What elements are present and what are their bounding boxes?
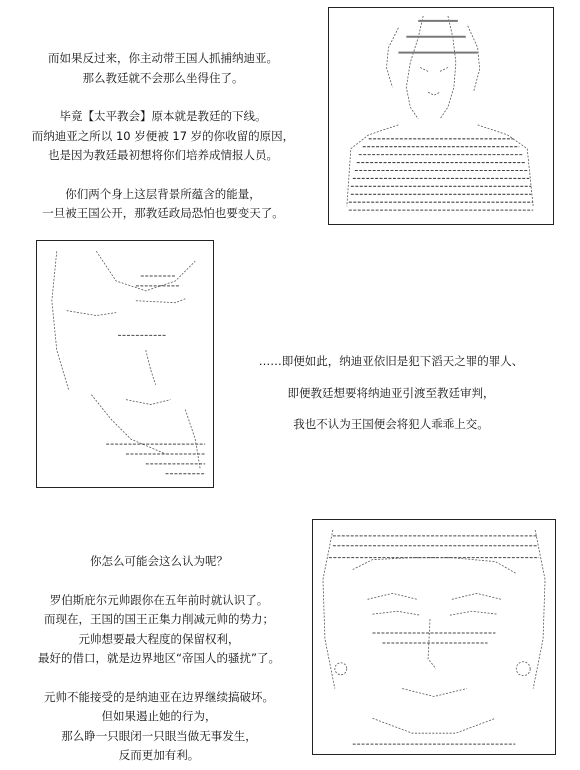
narration-line: 而如果反过来，你主动带王国人抓捕纳迪亚。 — [48, 51, 278, 65]
narration-line: 也是因为教廷最初想将你们培养成情报人员。 — [48, 148, 278, 162]
narration-line: 元帅想要最大程度的保留权利， — [78, 631, 240, 646]
ascii-art-panel-2 — [36, 240, 214, 488]
ascii-art-figure-1 — [329, 8, 553, 224]
narration-line: 但如果遏止她的行为， — [101, 709, 217, 723]
narration-line: 毕竟【太平教会】原本就是教廷的下线。 — [59, 109, 267, 123]
ascii-art-panel-1 — [328, 7, 554, 225]
narration-line: 元帅不能接受的是纳迪亚在边界继续搞破坏。 — [44, 689, 274, 704]
narration-line: 那么教廷就不会那么坐得住了。 — [82, 70, 244, 85]
narration-line: 罗伯斯庇尔元帅跟你在五年前时就认识了。 — [49, 592, 269, 607]
narration-block-1 — [18, 49, 308, 224]
ascii-art-figure-3 — [313, 520, 555, 754]
narration-line: 你怎么可能会这么认为呢？ — [90, 554, 228, 568]
narration-line: 那么睁一只眼闭一只眼当做无事发生， — [61, 728, 257, 743]
narration-line: ……即便如此，纳迪亚依旧是犯下滔天之罪的罪人、 — [258, 354, 524, 368]
narration-line: 而纳迪亚之所以 10 岁便被 17 岁的你收留的原因， — [31, 128, 295, 143]
narration-line: 我也不认为王国便会将犯人乖乖上交。 — [293, 417, 489, 431]
narration-block-3 — [14, 552, 304, 766]
narration-line: 最好的借口，就是边界地区“帝国人的骚扰”了。 — [38, 651, 280, 665]
narration-line: 反而更加有利。 — [118, 748, 200, 762]
ascii-art-figure-2 — [37, 241, 213, 487]
narration-line: 你们两个身上这层背景所蕴含的能量， — [65, 186, 261, 201]
narration-line: 而现在，王国的国王正集力削减元帅的势力； — [44, 612, 274, 626]
narration-line: 即便教廷想要将纳迪亚引渡至教廷审判， — [287, 385, 495, 400]
ascii-art-panel-3 — [312, 519, 556, 755]
narration-line: 一旦被王国公开，那教廷政局恐怕也要变天了。 — [42, 206, 284, 220]
narration-block-2 — [216, 352, 566, 435]
